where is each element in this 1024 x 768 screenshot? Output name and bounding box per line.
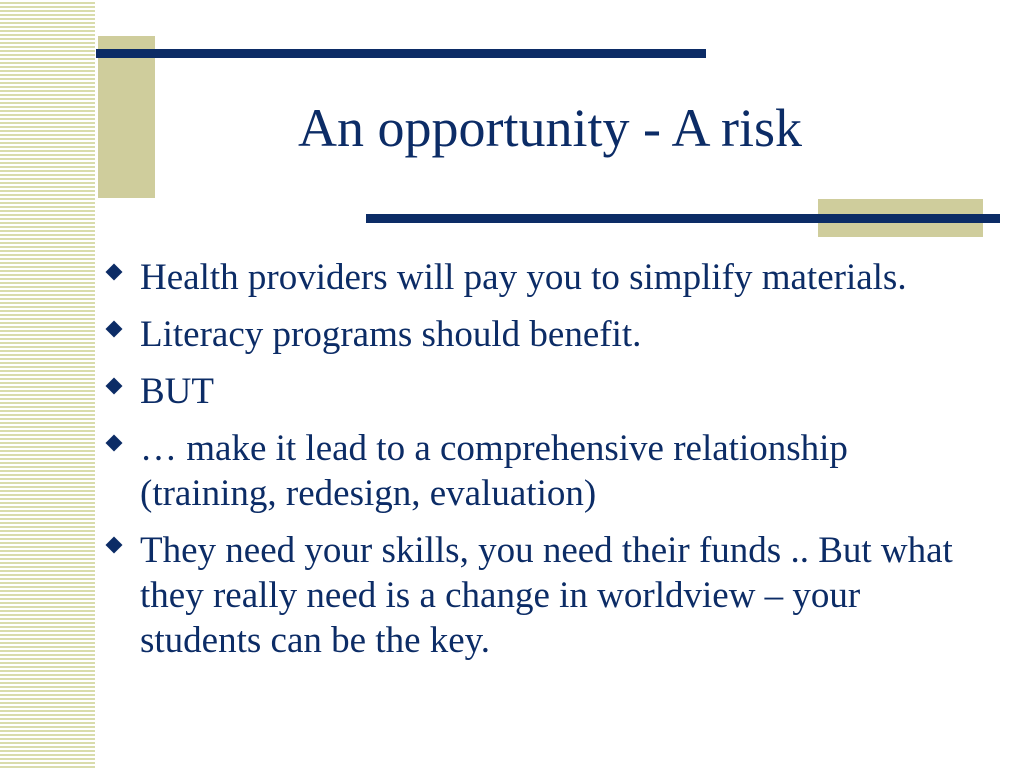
diamond-bullet-icon [106,378,123,395]
bullet-list [104,255,984,675]
bullet-text: Literacy programs should benefit. [140,314,642,355]
bullet-item [104,426,984,516]
striped-side-band [0,0,95,768]
bullet-text: They need your skills, you need their funds .. But what they really need is a change in worldview – your students can be the key. [140,530,953,661]
title-rule-top [96,49,706,58]
bullet-text: … make it lead to a comprehensive relationship (training, redesign, evaluation) [140,428,848,514]
diamond-bullet-icon [106,435,123,452]
bullet-item [104,369,984,414]
diamond-bullet-icon [106,264,123,281]
bullet-item [104,312,984,357]
bullet-text: BUT [140,371,214,412]
slide-title: An opportunity - A risk [298,98,803,158]
bullet-text: Health providers will pay you to simplify materials. [140,257,907,298]
bullet-item [104,528,984,663]
accent-block-top [98,36,155,198]
diamond-bullet-icon [106,321,123,338]
diamond-bullet-icon [106,537,123,554]
bullet-item [104,255,984,300]
title-rule-bottom [366,214,1000,223]
